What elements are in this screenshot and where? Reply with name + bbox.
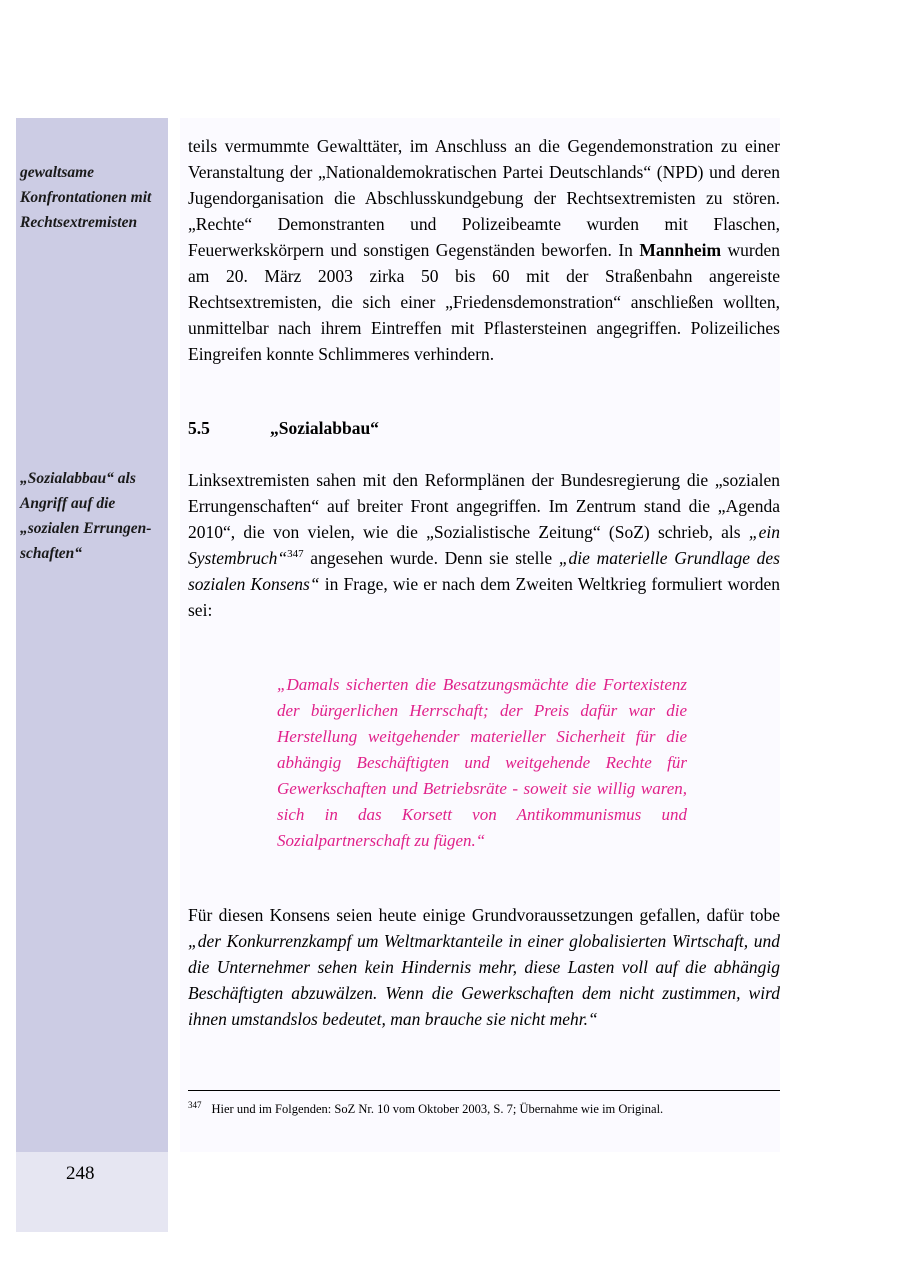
- paragraph-sozialabbau: [188, 467, 780, 623]
- page-number: 248: [66, 1163, 95, 1184]
- footnote-number: 347: [188, 1099, 202, 1110]
- paragraph-text-part: Für diesen Konsens seien heute einige Grundvoraussetzungen gefallen, dafür tobe: [188, 905, 780, 925]
- paragraph-text-part: wurden am 20. März 2003 zirka 50 bis 60 mit der Straßenbahn angereiste Rechtsextremisten, die sich einer „Friedensdemonstration“ anschließen wollten, unmittelbar nach ihrem Eintreffen mit Pflastersteinen angegriffen. Polizeiliches Eingreifen konnte Schlimmeres verhindern.: [188, 240, 780, 364]
- paragraph-text-part: in Frage, wie er nach dem Zweiten Weltkrieg formuliert worden sei:: [188, 574, 780, 620]
- paragraph-gewalt: [188, 133, 780, 367]
- quoted-phrase-grundlage: „die materielle Grundlage des sozialen Konsens“: [188, 548, 780, 594]
- quoted-phrase-konkurrenzkampf: „der Konkurrenzkampf um Weltmarktanteile in einer globalisierten Wirtschaft, und die Unternehmer sehen kein Hindernis mehr, diese Lasten voll auf die abhängig Beschäftigten abzuwälzen. Wenn die Gewerkschaften dem nicht zustimmen, wird ihnen umstandslos bedeutet, man brauche sie nicht mehr.“: [188, 931, 780, 1029]
- paragraph-text-part: teils vermummte Gewalttäter, im Anschluss an die Gegendemonstration zu einer Veranstaltung der „Nationaldemokratischen Partei Deutschlands“ (NPD) und deren Jugendorganisation die Abschlusskundgebung der Rechtsextremisten zu stören. „Rechte“ Demonstranten und Polizeibeamte wurden mit Flaschen, Feuerwerkskörpern und sonstigen Gegenständen beworfen. In: [188, 136, 780, 260]
- footnote-reference-347[interactable]: 347: [287, 548, 304, 561]
- section-title: „Sozialabbau“: [270, 418, 379, 438]
- footnote-entry: [188, 1100, 780, 1118]
- paragraph-text-part: Linksextremisten sahen mit den Reformplänen der Bundesregierung die „sozialen Errungenschaften“ auf breiter Front angegriffen. Im Zentrum stand die „Agenda 2010“, die von vielen, wie die „Sozialistische Zeitung“ (SoZ) schrieb, als: [188, 470, 780, 542]
- footnote-text: Hier und im Folgenden: SoZ Nr. 10 vom Oktober 2003, S. 7; Übernahme wie im Original.: [211, 1102, 664, 1116]
- block-quote: „Damals sicherten die Besatzungsmächte die Fortexistenz der bürgerlichen Herrschaft; der Preis dafür war die Herstellung weitgehender materieller Sicherheit für die abhängig Beschäftigten und weitgehende Rechte für Gewerkschaften und Betriebsräte - soweit sie willig waren, sich in das Korsett von Antikommunismus und Sozialpartnerschaft zu fügen.“: [277, 675, 687, 850]
- margin-column-shading: [16, 118, 168, 1152]
- paragraph-konsens: [188, 902, 780, 1032]
- margin-note-2: „Sozialabbau“ als Angriff auf die „sozialen Errungenschaften“: [20, 470, 152, 562]
- paragraph-text-part: angesehen wurde. Denn sie stelle: [303, 548, 559, 568]
- section-number: 5.5: [188, 418, 210, 438]
- quoted-phrase-systembruch: „ein Systembruch“: [188, 522, 780, 568]
- margin-note-1: gewaltsame Konfrontationen mit Rechtsextremisten: [20, 164, 152, 231]
- place-name-mannheim: Mannheim: [639, 240, 722, 260]
- section-heading: [188, 415, 780, 441]
- footnote-separator-rule: [188, 1090, 780, 1091]
